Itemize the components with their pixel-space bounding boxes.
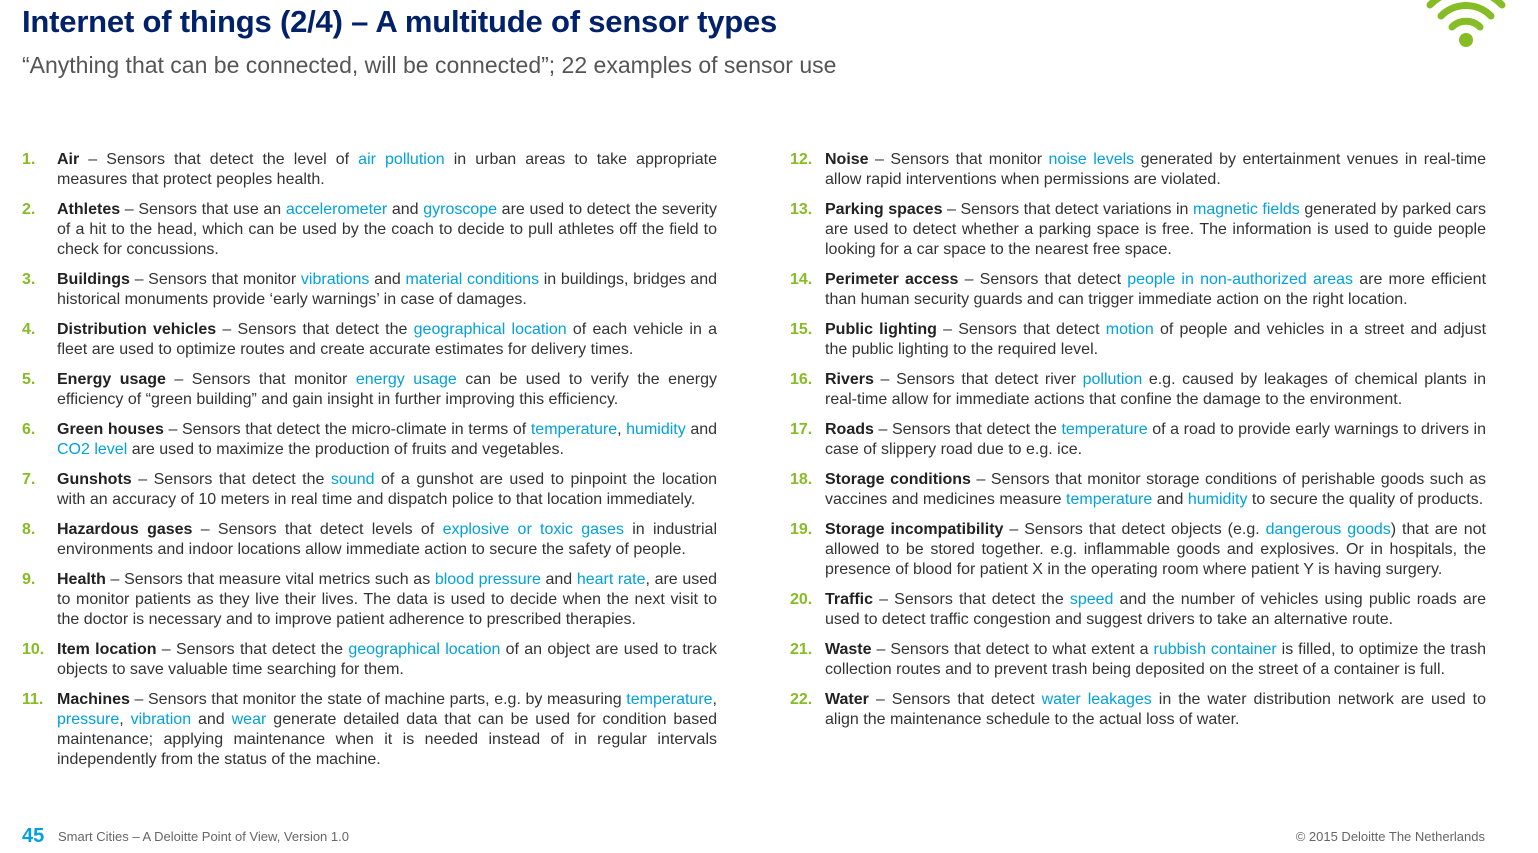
highlighted-term: vibration (130, 711, 192, 728)
list-item (790, 470, 1486, 510)
item-description: e.g. caused by leakages of chemical plants in real-time allow for immediate actions that confine the damage to the environment. (825, 371, 1486, 408)
item-description: is filled, to optimize the trash collection routes and to prevent trash being deposited on the street of a container is full. (825, 641, 1487, 678)
item-description: Sensors that detect the micro-climate in terms of (181, 421, 531, 438)
wifi-icon (1424, 0, 1508, 50)
item-text (57, 150, 717, 190)
item-text (825, 420, 1486, 460)
item-separator: – (156, 641, 176, 658)
item-description: , (712, 691, 717, 708)
list-item (790, 150, 1486, 190)
item-number: 13. (790, 201, 813, 218)
item-text (825, 690, 1486, 730)
wifi-arc-middle (1441, 5, 1491, 16)
item-text (57, 320, 717, 360)
list-item (22, 570, 717, 630)
item-separator: – (165, 371, 192, 388)
highlighted-term: pollution (1082, 371, 1143, 388)
list-item (790, 690, 1486, 730)
list-item (22, 320, 717, 360)
item-text (825, 270, 1486, 310)
item-description: Sensors that detect the (891, 421, 1062, 438)
item-term: Energy usage (57, 371, 166, 388)
item-description: in industrial environments and indoor locations allow immediate action to secure the safety of people. (57, 521, 718, 558)
item-term: Gunshots (57, 471, 132, 488)
list-item (22, 470, 717, 510)
item-text (825, 520, 1486, 580)
item-text (825, 470, 1486, 510)
item-description: of people and vehicles in a street and adjust the public lighting to the required level. (825, 321, 1487, 358)
highlighted-term: geographical location (413, 321, 567, 338)
item-text (825, 590, 1486, 630)
highlighted-term: temperature (1066, 491, 1153, 508)
item-number: 17. (790, 421, 813, 438)
item-text (57, 370, 717, 410)
item-number: 1. (22, 151, 36, 168)
item-description: Sensors that monitor the state of machine parts, e.g. by measuring (148, 691, 627, 708)
highlighted-term: people in non-authorized areas (1127, 271, 1354, 288)
item-number: 12. (790, 151, 813, 168)
item-description: Sensors that detect the (175, 641, 349, 658)
item-description: and (387, 201, 424, 218)
item-text (825, 370, 1486, 410)
item-separator: – (192, 521, 218, 538)
item-term: Hazardous gases (57, 521, 193, 538)
item-description: , (617, 421, 627, 438)
item-description: Sensors that monitor (148, 271, 301, 288)
item-number: 10. (22, 641, 45, 658)
item-text (57, 640, 717, 680)
wifi-dot (1459, 33, 1473, 47)
footer-doc-title: Smart Cities – A Deloitte Point of View, Version 1.0 (58, 829, 349, 844)
item-number: 6. (22, 421, 36, 438)
item-description: generated by parked cars are used to detect whether a parking space is free. The information is used to guide people looking for a car space to the nearest free space. (825, 201, 1487, 258)
item-text (57, 520, 717, 560)
item-separator: – (129, 271, 149, 288)
list-item (22, 420, 717, 460)
item-text (57, 690, 717, 770)
item-term: Noise (825, 151, 869, 168)
item-description: in buildings, bridges and historical monuments provide ‘early warnings’ in case of damages. (57, 271, 717, 308)
item-description: are used to detect the severity of a hit to the head, which can be used by the coach to decide to pull athletes off the field to check for concussions. (57, 201, 718, 258)
item-separator: – (868, 691, 892, 708)
page-subtitle: “Anything that can be connected, will be connected”; 22 examples of sensor use (22, 52, 837, 78)
item-term: Traffic (825, 591, 874, 608)
highlighted-term: explosive or toxic gases (442, 521, 624, 538)
list-item (790, 590, 1486, 630)
item-description: Sensors that detect the (894, 591, 1070, 608)
highlighted-term: speed (1069, 591, 1114, 608)
item-description: Sensors that detect river (896, 371, 1083, 388)
footer-copyright: © 2015 Deloitte The Netherlands (1295, 829, 1485, 844)
item-separator: – (79, 151, 107, 168)
highlighted-term: temperature (530, 421, 618, 438)
list-item (790, 200, 1486, 260)
highlighted-term: accelerometer (285, 201, 388, 218)
item-term: Waste (825, 641, 872, 658)
item-term: Parking spaces (825, 201, 943, 218)
item-number: 3. (22, 271, 36, 288)
item-description: Sensors that monitor (191, 371, 356, 388)
item-number: 11. (22, 691, 44, 708)
item-number: 18. (790, 471, 813, 488)
highlighted-term: humidity (1187, 491, 1248, 508)
list-item (22, 150, 717, 190)
item-description: Sensors that detect (958, 321, 1106, 338)
item-separator: – (958, 271, 980, 288)
item-separator: – (105, 571, 125, 588)
item-description: of a gunshot are used to pinpoint the location with an accuracy of 10 meters in real time and dispatch police to that location immediately. (57, 471, 717, 508)
highlighted-term: CO2 level (57, 441, 128, 458)
item-term: Buildings (57, 271, 130, 288)
item-description: Sensors that detect variations in (960, 201, 1193, 218)
item-number: 5. (22, 371, 36, 388)
item-separator: – (873, 421, 892, 438)
item-text (57, 570, 717, 630)
item-term: Air (57, 151, 80, 168)
highlighted-term: material conditions (405, 271, 540, 288)
item-description: Sensors that detect (891, 691, 1042, 708)
item-text (825, 150, 1486, 190)
wifi-arc-inner (1452, 21, 1480, 27)
highlighted-term: sound (330, 471, 375, 488)
item-term: Distribution vehicles (57, 321, 217, 338)
item-term: Storage conditions (825, 471, 971, 488)
item-description: are used to maximize the production of fruits and vegetables. (127, 441, 564, 458)
sensor-list-right (790, 150, 1486, 740)
item-number: 15. (790, 321, 813, 338)
list-item (790, 270, 1486, 310)
highlighted-term: air pollution (358, 151, 445, 168)
item-text (825, 200, 1486, 260)
item-separator: – (216, 321, 238, 338)
item-description: Sensors that use an (138, 201, 286, 218)
item-term: Item location (57, 641, 157, 658)
item-separator: – (120, 201, 139, 218)
item-term: Public lighting (825, 321, 937, 338)
item-description: and (191, 711, 232, 728)
item-description: and (369, 271, 406, 288)
item-description: Sensors that detect levels of (217, 521, 443, 538)
highlighted-term: dangerous goods (1265, 521, 1391, 538)
item-number: 21. (790, 641, 813, 658)
item-term: Athletes (57, 201, 121, 218)
highlighted-term: humidity (626, 421, 686, 438)
highlighted-term: wear (231, 711, 267, 728)
item-description: generate detailed data that can be used for condition based maintenance; applying maintenance when it is needed instead of in regular intervals independently from the status of the machine. (57, 711, 718, 768)
item-description: Sensors that detect to what extent a (890, 641, 1154, 658)
page-number: 45 (22, 825, 45, 847)
item-separator: – (129, 691, 148, 708)
page-title: Internet of things (2/4) – A multitude of sensor types (22, 4, 778, 39)
highlighted-term: energy usage (355, 371, 457, 388)
highlighted-term: pressure (57, 711, 120, 728)
item-number: 19. (790, 521, 813, 538)
item-description: Sensors that detect objects (e.g. (1024, 521, 1266, 538)
item-text (57, 270, 717, 310)
item-description: , (119, 711, 131, 728)
list-item (790, 320, 1486, 360)
list-item (790, 370, 1486, 410)
item-description: Sensors that monitor storage conditions of perishable goods such as vaccines and medicines measure (825, 471, 1486, 508)
item-term: Green houses (57, 421, 164, 438)
list-item (790, 420, 1486, 460)
item-description: in urban areas to take appropriate measures that protect peoples health. (57, 151, 717, 188)
item-number: 7. (22, 471, 36, 488)
item-separator: – (131, 471, 154, 488)
item-text (57, 420, 717, 460)
item-description: and the number of vehicles using public roads are used to detect traffic congestion and suggest drivers to take an alternative route. (825, 591, 1486, 628)
item-number: 9. (22, 571, 36, 588)
list-item (790, 520, 1486, 580)
highlighted-term: blood pressure (434, 571, 541, 588)
item-separator: – (942, 201, 961, 218)
highlighted-term: magnetic fields (1192, 201, 1300, 218)
item-description: Sensors that detect the level of (106, 151, 359, 168)
item-text (825, 320, 1486, 360)
item-term: Machines (57, 691, 130, 708)
item-number: 14. (790, 271, 813, 288)
item-description: generated by entertainment venues in real-time allow rapid interventions when permissions are violated. (825, 151, 1486, 188)
highlighted-term: geographical location (348, 641, 501, 658)
item-separator: – (873, 591, 895, 608)
item-number: 20. (790, 591, 813, 608)
item-description: ) that are not allowed to be stored together. e.g. inflammable goods and explosives. Or in hospitals, the presence of blood for patient X in the operating room where patient Y is having surgery. (825, 521, 1486, 578)
item-description: of a road to provide early warnings to drivers in case of slippery road due to e.g. ice. (825, 421, 1486, 458)
list-item (22, 370, 717, 410)
item-number: 8. (22, 521, 36, 538)
item-number: 4. (22, 321, 36, 338)
item-text (57, 200, 717, 260)
list-item (22, 200, 717, 260)
item-term: Roads (825, 421, 874, 438)
item-term: Rivers (825, 371, 874, 388)
item-description: and (685, 421, 718, 438)
item-separator: – (163, 421, 182, 438)
item-term: Storage incompatibility (825, 521, 1004, 538)
item-description: Sensors that measure vital metrics such as (124, 571, 435, 588)
item-description: can be used to verify the energy efficiency of “green building” and gain insight in further improving this efficiency. (57, 371, 717, 408)
item-number: 16. (790, 371, 813, 388)
item-separator: – (873, 371, 897, 388)
highlighted-term: gyroscope (423, 201, 498, 218)
item-description: to secure the quality of products. (1247, 491, 1484, 508)
item-description: Sensors that detect the (153, 471, 331, 488)
item-description: and (1152, 491, 1188, 508)
item-term: Perimeter access (825, 271, 959, 288)
item-description: and (540, 571, 577, 588)
item-separator: – (936, 321, 959, 338)
item-separator: – (868, 151, 891, 168)
item-separator: – (871, 641, 891, 658)
highlighted-term: rubbish container (1153, 641, 1277, 658)
highlighted-term: heart rate (576, 571, 646, 588)
item-term: Health (57, 571, 106, 588)
item-description: Sensors that detect (979, 271, 1128, 288)
item-description: of an object are used to track objects to save valuable time searching for them. (57, 641, 717, 678)
item-term: Water (825, 691, 869, 708)
highlighted-term: temperature (1061, 421, 1148, 438)
item-text (825, 640, 1486, 680)
item-text (57, 470, 717, 510)
highlighted-term: noise levels (1048, 151, 1135, 168)
highlighted-term: water leakages (1041, 691, 1152, 708)
list-item (22, 270, 717, 310)
item-separator: – (1003, 521, 1025, 538)
item-description: , are used to monitor patients as they live their lives. The data is used to decide when the next visit to the doctor is necessary and to improve patient adherence to prescribed therapies. (57, 571, 718, 628)
list-item (22, 640, 717, 680)
item-description: in the water distribution network are used to align the maintenance schedule to the actual loss of water. (825, 691, 1486, 728)
item-number: 2. (22, 201, 36, 218)
item-number: 22. (790, 691, 813, 708)
list-item (22, 690, 717, 770)
highlighted-term: vibrations (300, 271, 370, 288)
item-description: Sensors that detect the (237, 321, 414, 338)
sensor-list-left (22, 150, 717, 780)
item-description: of each vehicle in a fleet are used to optimize routes and create accurate estimates for delivery times. (57, 321, 718, 358)
list-item (22, 520, 717, 560)
highlighted-term: temperature (626, 691, 713, 708)
item-description: Sensors that monitor (890, 151, 1049, 168)
list-item (790, 640, 1486, 680)
item-separator: – (970, 471, 991, 488)
item-description: are more efficient than human security guards and can trigger immediate action on the right location. (825, 271, 1487, 308)
highlighted-term: motion (1105, 321, 1154, 338)
